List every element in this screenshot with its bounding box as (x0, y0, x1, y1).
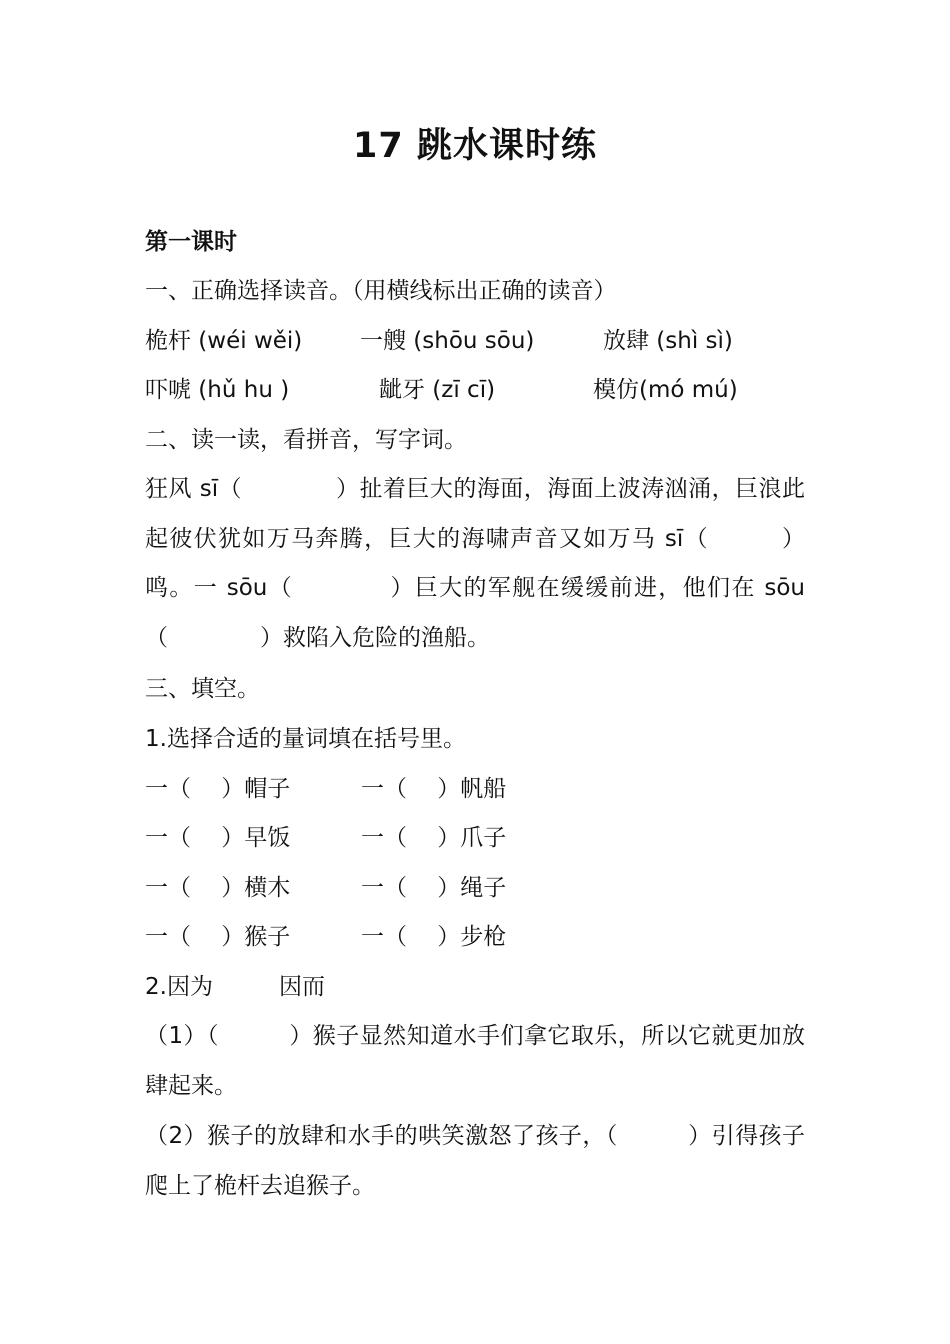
q2-word-2: 因而 (279, 974, 325, 1000)
measure-word-item: 一（ ）帽子 (145, 776, 291, 802)
section2-paragraph: 狂风 sī（ ）扯着巨大的海面，海面上波涛汹涌，巨浪此起彼伏犹如万马奔腾，巨大的海啸声音又如万马 sī（ ）鸣。一 sōu（ ）巨大的军舰在缓缓前进，他们在 sōu（ ）救陷入危险的渔船。 (145, 476, 805, 651)
section2-heading: 二、读一读，看拼音，写字词。 (145, 427, 467, 453)
pinyin-item: 龇牙 (zī cī) (379, 377, 496, 403)
q1-heading: 1.选择合适的量词填在括号里。 (145, 726, 466, 752)
measure-word-item: 一（ ）绳子 (361, 875, 507, 901)
page-title: 17 跳水课时练 (353, 126, 597, 166)
measure-word-item: 一（ ）横木 (145, 875, 291, 901)
measure-word-item: 一（ ）步枪 (361, 924, 507, 950)
measure-word-item: 一（ ）早饭 (145, 825, 291, 851)
pinyin-item: 一艘 (shōu sōu) (360, 328, 535, 354)
pinyin-item: 放肆 (shì sì) (603, 328, 733, 354)
measure-word-item: 一（ ）爪子 (361, 825, 507, 851)
pinyin-item: 桅杆 (wéi wěi) (145, 328, 303, 354)
measure-word-item: 一（ ）猴子 (145, 924, 291, 950)
section3-heading: 三、填空。 (145, 676, 260, 702)
pinyin-item: 吓唬 (hǔ hu ) (145, 377, 290, 403)
measure-word-item: 一（ ）帆船 (361, 776, 507, 802)
pinyin-item: 模仿(mó mú) (593, 377, 738, 403)
q2-word-1: 2.因为 (145, 974, 213, 1000)
q2-item-1: （1）（ ）猴子显然知道水手们拿它取乐，所以它就更加放肆起来。 (145, 1023, 805, 1099)
section1-heading: 一、正确选择读音。（用横线标出正确的读音） (145, 278, 617, 304)
q2-item-2: （2）猴子的放肆和水手的哄笑激怒了孩子，（ ）引得孩子爬上了桅杆去追猴子。 (145, 1123, 805, 1199)
lesson-heading: 第一课时 (145, 229, 237, 255)
